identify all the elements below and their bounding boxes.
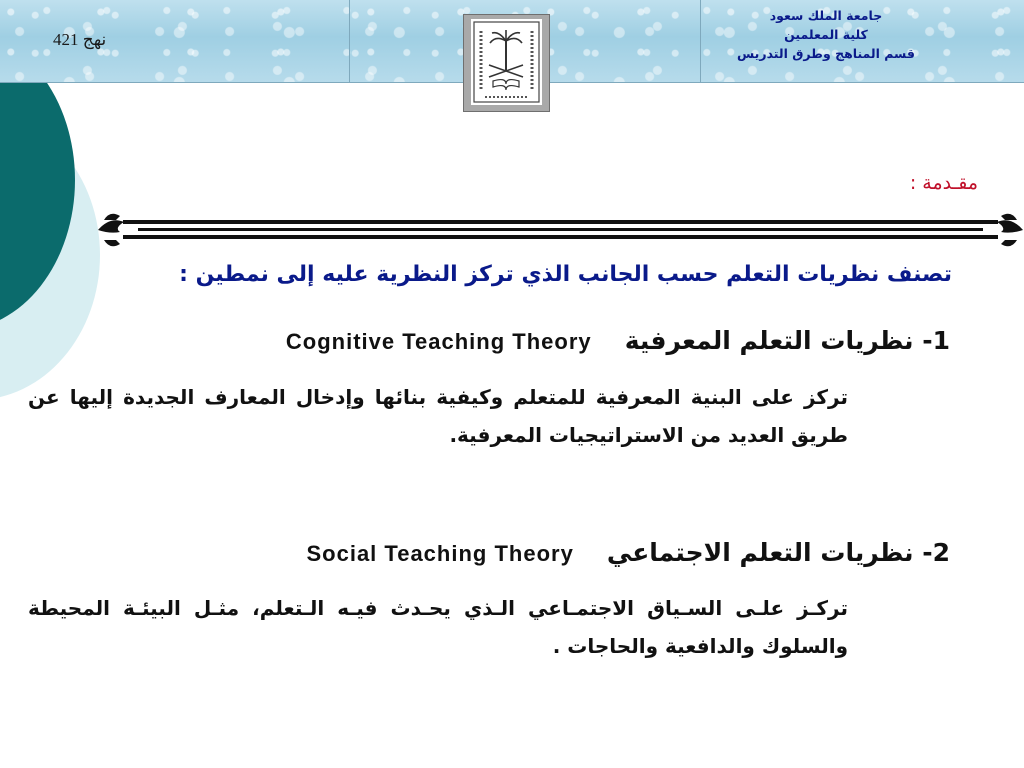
university-info [706, 6, 946, 63]
section-2-title-en: Social Teaching Theory [306, 541, 574, 566]
header-divider [700, 0, 701, 82]
section-2-heading [30, 538, 950, 567]
section-1-body: تركز على البنية المعرفية للمتعلم وكيفية بنائها وإدخال المعارف الجديدة إليها عن طريق العديد من الاستراتيجيات المعرفية. [28, 385, 848, 447]
university-name: جامعة الملك سعود [769, 8, 883, 23]
header-divider [349, 0, 350, 82]
section-2-body: تركـز علـى السـياق الاجتمـاعي الـذي يحـدث فيـه الـتعلم، مثـل البيئـة المحيطة والسلوك والدافعية والحاجات . [28, 596, 848, 658]
college-name: كلية المعلمين [784, 27, 868, 42]
university-logo [463, 14, 550, 112]
section-1-heading [30, 326, 950, 355]
ornamental-divider [98, 208, 1023, 250]
section-1-title-en: Cognitive Teaching Theory [285, 329, 592, 354]
intro-label: مقـدمة : [909, 172, 978, 194]
main-paragraph: تصنف نظريات التعلم حسب الجانب الذي تركز النظرية عليه إلى نمطين : [179, 262, 952, 287]
section-1-title-ar: 1- نظريات التعلم المعرفية [624, 326, 950, 355]
department-name: قسم المناهج وطرق التدريس [737, 46, 915, 61]
course-code: نهج 421 [53, 30, 107, 49]
section-2-title-ar: 2- نظريات التعلم الاجتماعي [606, 538, 950, 567]
palm-swords-emblem-icon [471, 19, 542, 105]
